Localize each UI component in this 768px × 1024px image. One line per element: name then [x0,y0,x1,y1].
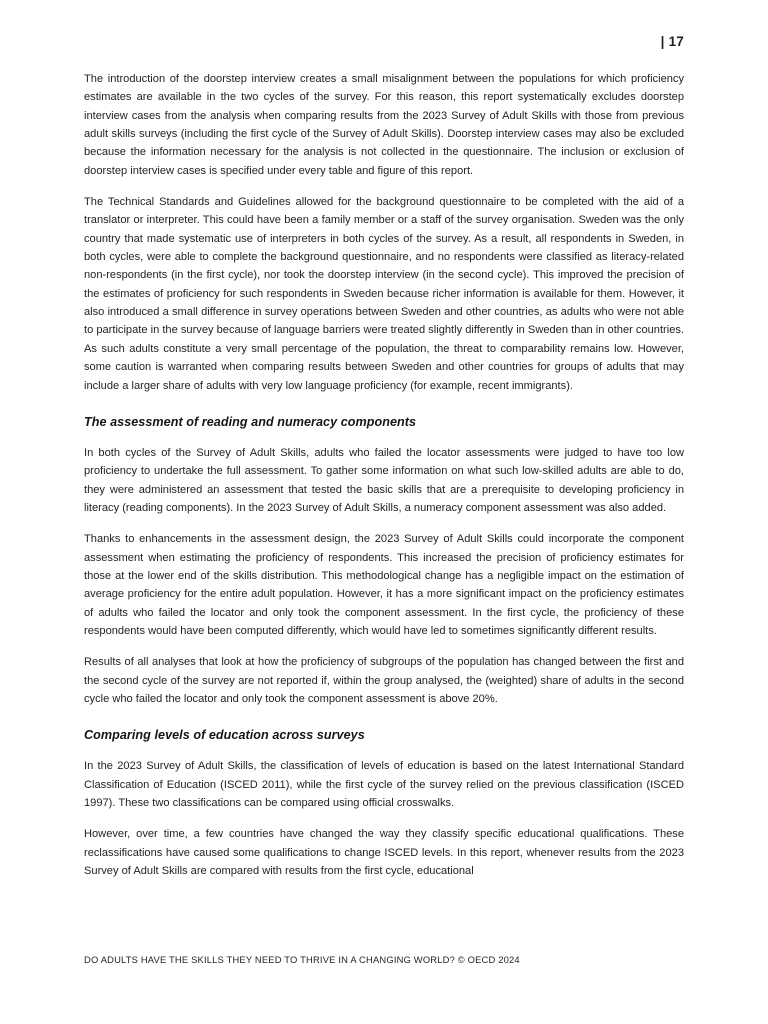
page-running-header [84,34,684,56]
paragraph-subgroup-reporting-threshold: Results of all analyses that look at how the proficiency of subgroups of the population has changed between the first and the second cycle of the survey are not reported if, within the group analysed, the (weighted) share of adults in the second cycle who failed the locator and only took the component assessment is above 20%. [84,656,684,705]
paragraph-translator-interpreter-sweden: The Technical Standards and Guidelines allowed for the background questionnaire to be completed with the aid of a translator or interpreter. This could have been a family member or a staff of the survey organisation. Sweden was the only country that made systematic use of interpreters in both cycles of the survey. As a result, all respondents in Sweden, in both cycles, were able to complete the background questionnaire, and no respondents were classified as literacy-related non-respondents (in the first cycle), nor took the doorstep interview (in the second cycle). This improved the precision of the estimates of proficiency for such respondents in Sweden because richer information is available for them. However, it also introduced a small difference in survey operations between Sweden and other countries, as adults who were not able to participate in the survey because of language barriers were treated slightly differently in Sweden than in other countries. As such adults constitute a very small percentage of the population, the threat to comparability remains low. However, some caution is warranted when comparing results between Sweden and other countries for groups of adults that may include a larger share of adults with very low language proficiency (for example, recent immigrants). [84,196,684,392]
page-content-column [84,70,684,880]
page-running-footer [84,950,684,970]
section-heading-reading-numeracy-components: The assessment of reading and numeracy components [84,414,417,429]
paragraph-locator-assessment-components: In both cycles of the Survey of Adult Skills, adults who failed the locator assessments were judged to have too low proficiency to undertake the full assessment. To gather some information on what such low-skilled adults are able to do, they were administered an assessment that tested the basic skills that are a prerequisite to developing proficiency in literacy (reading components). In the 2023 Survey of Adult Skills, a numeracy component assessment was also added. [84,446,684,514]
paragraph-assessment-design-enhancements: Thanks to enhancements in the assessment design, the 2023 Survey of Adult Skills could incorporate the component assessment when estimating the proficiency of respondents. This increased the precision of proficiency estimates for those at the lower end of the skills distribution. This methodological change has a negligible impact on the estimation of average proficiency for the entire adult population. However, it has a more significant impact on the proficiency estimates of adults who failed the locator and only took the component assessment. In the first cycle, the proficiency of these respondents would have been computed differently, which would have led to sometimes significantly different results. [84,533,684,637]
page-number: | 17 [660,34,684,49]
paragraph-isced-reclassification: However, over time, a few countries have changed the way they classify specific educational qualifications. These reclassifications have caused some qualifications to change ISCED levels. In this report, whenever results from the 2023 Survey of Adult Skills are compared with results from the first cycle, educational [84,828,684,878]
paragraph-isced-classification: In the 2023 Survey of Adult Skills, the classification of levels of education is based on the latest International Standard Classification of Education (ISCED 2011), while the first cycle of the survey relied on the previous classification (ISCED 1997). These two classifications can be compared using official crosswalks. [84,760,684,809]
footer-publication-title: DO ADULTS HAVE THE SKILLS THEY NEED TO THRIVE IN A CHANGING WORLD? © OECD 2024 [84,954,520,965]
section-heading-comparing-levels-of-education: Comparing levels of education across surveys [84,728,365,743]
paragraph-doorstep-interview-misalignment: The introduction of the doorstep interview creates a small misalignment between the populations for which proficiency estimates are available in the two cycles of the survey. For this reason, this report systematically excludes doorstep interview cases from the analysis when comparing results from the 2023 Survey of Adult Skills with those from previous adult skills surveys (including the first cycle of the Survey of Adult Skills). Doorstep interview cases may also be excluded because the information necessary for the analysis is not collected in the questionnaire. The inclusion or exclusion of doorstep interview cases is specified under every table and figure of this report. [84,73,684,177]
